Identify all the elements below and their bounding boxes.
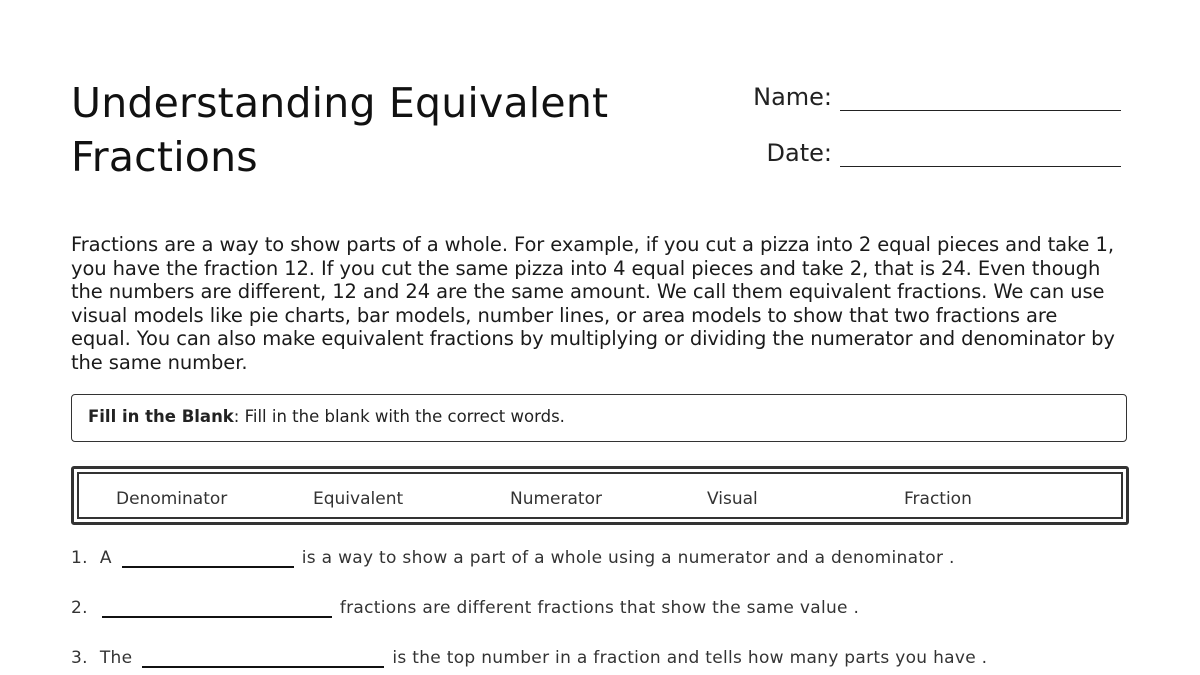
name-row <box>742 82 1121 111</box>
word-bank-item: Visual <box>707 489 758 509</box>
worksheet-title: Understanding Equivalent Fractions <box>71 79 609 181</box>
name-blank[interactable] <box>840 82 1121 111</box>
question-number: 2. <box>71 598 88 618</box>
word-bank-item: Fraction <box>904 489 972 509</box>
date-row <box>742 138 1121 167</box>
date-label: Date: <box>766 139 832 167</box>
word-bank-item: Equivalent <box>313 489 404 509</box>
question-suffix: fractions are different fractions that show the same value . <box>339 598 860 618</box>
question-suffix: is a way to show a part of a whole using a numerator and a denominator . <box>301 548 955 568</box>
question-prefix: A <box>99 548 112 568</box>
name-label: Name: <box>753 83 832 111</box>
question-1 <box>71 546 955 568</box>
question-prefix: The <box>99 648 133 668</box>
word-bank-item: Numerator <box>510 489 602 509</box>
question-number: 1. <box>71 548 88 568</box>
question-2 <box>71 596 859 618</box>
answer-blank[interactable] <box>142 646 384 668</box>
intro-paragraph: Fractions are a way to show parts of a whole. For example, if you cut a pizza into 2 equal pieces and take 1, you have the fraction 12. If you cut the same pizza into 4 equal pieces and take 2, that is 24. Even though the numbers are different, 12 and 24 are the same amount. We call them equivalent fractions. We can use visual models like pie charts, bar models, number lines, or area models to show that two fractions are equal. You can also make equivalent fractions by multiplying or dividing the numerator and denominator by the same number. <box>71 233 1115 374</box>
date-blank[interactable] <box>840 138 1121 167</box>
question-number: 3. <box>71 648 88 668</box>
word-bank-inner <box>77 472 1123 519</box>
word-bank-item: Denominator <box>116 489 228 509</box>
answer-blank[interactable] <box>122 546 294 568</box>
instructions-text: : Fill in the blank with the correct words. <box>233 407 565 426</box>
instructions-box <box>71 394 1127 442</box>
instructions-heading: Fill in the Blank <box>88 407 234 426</box>
question-3 <box>71 646 987 668</box>
word-bank <box>71 466 1129 525</box>
answer-blank[interactable] <box>102 596 332 618</box>
question-suffix: is the top number in a fraction and tells how many parts you have . <box>392 648 988 668</box>
